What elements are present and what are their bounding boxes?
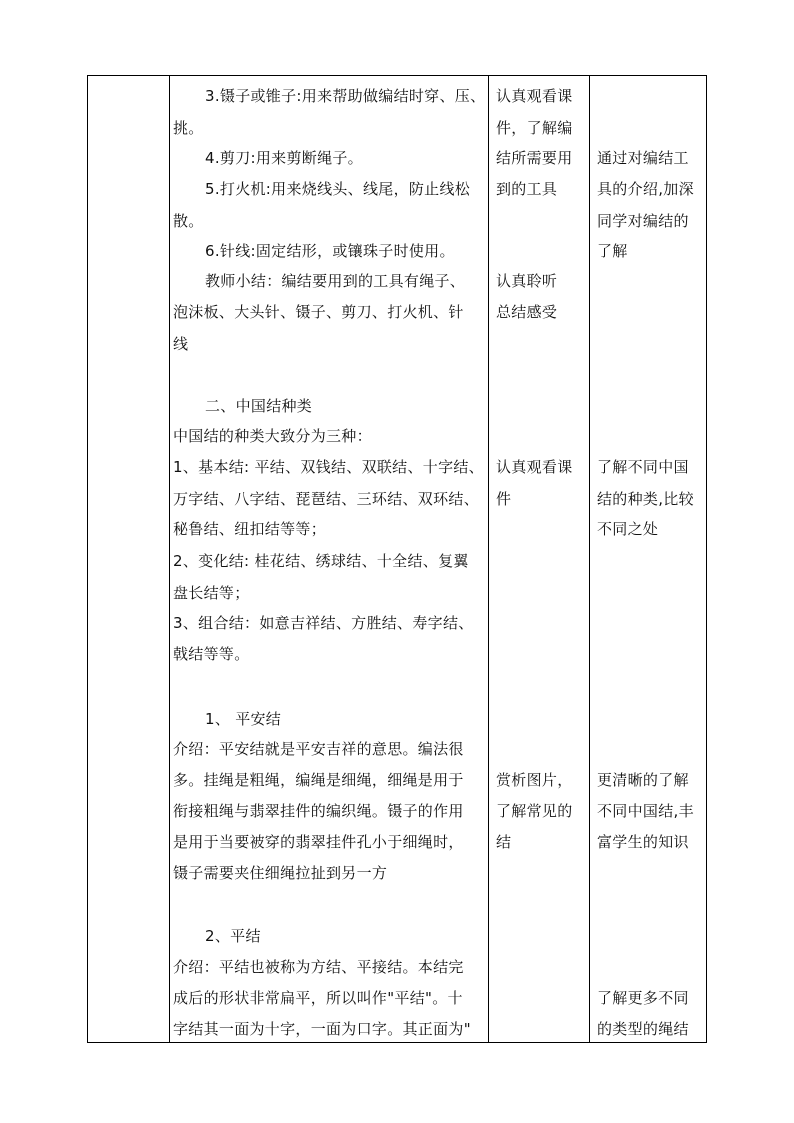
content-line: 是用于当要被穿的翡翠挂件孔小于细绳时， bbox=[173, 833, 464, 851]
subsection-heading: 1、 平安结 bbox=[205, 710, 282, 728]
student-line: 赏析图片， bbox=[496, 771, 573, 789]
content-line: 秘鲁结、纽扣结等等； bbox=[173, 520, 327, 538]
student-line: 认真聆听 bbox=[496, 272, 558, 290]
student-line: 结 bbox=[496, 833, 512, 851]
content-line: 字结其一面为十字，一面为口字。其正面为" bbox=[173, 1020, 471, 1038]
design-line: 了解 bbox=[597, 242, 628, 260]
content-line: 衔接粗绳与翡翠挂件的编织绳。镊子的作用 bbox=[173, 802, 464, 820]
content-line: 泡沫板、大头针、镊子、剪刀、打火机、针 bbox=[173, 303, 464, 321]
content-line: 盘长结等； bbox=[173, 584, 250, 602]
design-line: 同学对编结的 bbox=[597, 212, 689, 230]
design-line: 通过对编结工 bbox=[597, 149, 689, 167]
student-line: 到的工具 bbox=[496, 180, 558, 198]
content-line: 成后的形状非常扁平，所以叫作"平结"。十 bbox=[173, 989, 463, 1007]
content-line: 散。 bbox=[173, 212, 204, 230]
column-divider bbox=[488, 76, 489, 1042]
design-line: 的类型的绳结 bbox=[597, 1020, 689, 1038]
content-line: 镊子需要夹住细绳拉扯到另一方 bbox=[173, 864, 388, 882]
design-line: 富学生的知识 bbox=[597, 833, 689, 851]
column-divider bbox=[169, 76, 170, 1042]
design-line: 了解更多不同 bbox=[597, 989, 689, 1007]
content-line: 3.镊子或锥子:用来帮助做编结时穿、压、 bbox=[205, 87, 486, 105]
content-line: 3、组合结：如意吉祥结、方胜结、寿字结、 bbox=[173, 614, 474, 632]
content-line: 戟结等等。 bbox=[173, 645, 250, 663]
content-line: 教师小结：编结要用到的工具有绳子、 bbox=[205, 272, 466, 290]
design-line: 具的介绍,加深 bbox=[597, 180, 694, 198]
content-line: 2、变化结: 桂花结、绣球结、十全结、复翼 bbox=[173, 552, 469, 570]
student-line: 总结感受 bbox=[496, 303, 558, 321]
section-heading: 二、中国结种类 bbox=[205, 397, 313, 415]
student-line: 件，了解编 bbox=[496, 119, 573, 137]
lesson-table bbox=[87, 75, 707, 1043]
content-line: 多。挂绳是粗绳，编绳是细绳，细绳是用于 bbox=[173, 771, 464, 789]
content-line: 6.针线:固定结形，或镶珠子时使用。 bbox=[205, 242, 455, 260]
column-divider bbox=[589, 76, 590, 1042]
content-line: 介绍：平安结就是平安吉祥的意思。编法很 bbox=[173, 740, 464, 758]
content-line: 挑。 bbox=[173, 119, 204, 137]
student-line: 认真观看课 bbox=[496, 87, 573, 105]
design-line: 不同之处 bbox=[597, 520, 659, 538]
subsection-heading: 2、平结 bbox=[205, 927, 261, 945]
design-line: 结的种类,比较 bbox=[597, 490, 694, 508]
design-line: 了解不同中国 bbox=[597, 458, 689, 476]
content-line: 中国结的种类大致分为三种： bbox=[173, 427, 372, 445]
student-line: 认真观看课 bbox=[496, 458, 573, 476]
student-line: 了解常见的 bbox=[496, 802, 573, 820]
student-line: 件 bbox=[496, 490, 512, 508]
content-line: 4.剪刀:用来剪断绳子。 bbox=[205, 149, 363, 167]
content-line: 5.打火机:用来烧线头、线尾，防止线松 bbox=[205, 180, 471, 198]
design-line: 更清晰的了解 bbox=[597, 771, 689, 789]
content-line: 万字结、八字结、琵琶结、三环结、双环结、 bbox=[173, 490, 480, 508]
design-line: 不同中国结,丰 bbox=[597, 802, 694, 820]
content-line: 1、基本结: 平结、双钱结、双联结、十字结、 bbox=[173, 458, 484, 476]
student-line: 结所需要用 bbox=[496, 149, 573, 167]
content-line: 线 bbox=[173, 335, 189, 353]
content-line: 介绍：平结也被称为方结、平接结。本结完 bbox=[173, 958, 464, 976]
